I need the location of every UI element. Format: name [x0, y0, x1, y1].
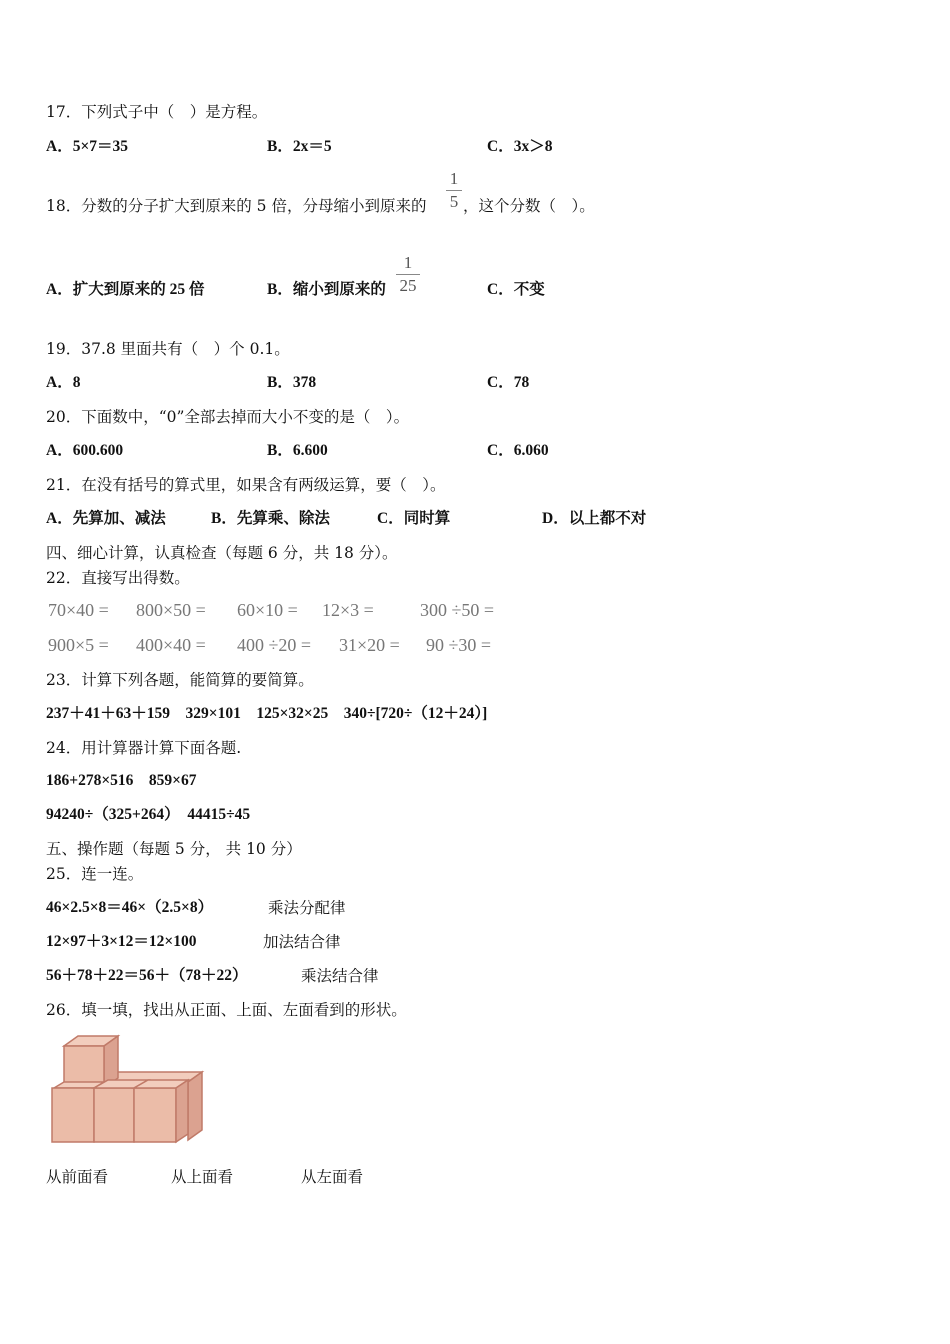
q21-stem: 21．在没有括号的算式里，如果含有两级运算，要（ ）。: [46, 476, 446, 494]
fraction-denominator: 25: [399, 276, 417, 295]
q17-option-a: A．5×7＝35: [46, 138, 129, 155]
fraction-numerator: 1: [403, 253, 413, 272]
q21-option-d: D．以上都不对: [542, 510, 647, 527]
section-5-heading: 五、操作题（每题 5 分， 共 10 分）: [46, 840, 302, 858]
q22-eq-r2-1: 900×5 =: [48, 635, 109, 655]
q17-stem: 17．下列式子中（ ）是方程。: [46, 103, 268, 121]
q18-stem-fraction: [446, 170, 462, 211]
fraction-denominator: 5: [449, 192, 459, 211]
q23-stem: 23．计算下列各题，能简算的要简算。: [46, 671, 314, 689]
q26-view-front: 从前面看: [46, 1168, 109, 1186]
q24-stem: 24．用计算器计算下面各题.: [46, 739, 242, 757]
q17-option-b: B．2x＝5: [267, 138, 332, 155]
q22-eq-r1-2: 800×50 =: [136, 600, 206, 620]
q23-expressions: 237＋41＋63＋159 329×101 125×32×25 340÷[720÷（12＋24）]: [46, 705, 488, 722]
q19-stem: 19．37.8 里面共有（ ）个 0.1。: [46, 340, 290, 358]
q26-view-left: 从左面看: [301, 1168, 364, 1186]
q24-line-1: 186+278×516 859×67: [46, 772, 197, 789]
q25-left-2: 12×97＋3×12＝12×100: [46, 933, 197, 950]
q20-option-b: B．6.600: [267, 442, 328, 459]
q21-option-a: A．先算加、减法: [46, 510, 166, 527]
q22-eq-r1-4: 12×3 =: [322, 600, 374, 620]
q22-eq-r1-1: 70×40 =: [48, 600, 109, 620]
q20-option-c: C．6.060: [487, 442, 549, 459]
q22-eq-r2-4: 31×20 =: [339, 635, 400, 655]
q19-option-b: B．378: [267, 374, 317, 391]
q26-view-top: 从上面看: [171, 1168, 234, 1186]
q18-option-c: C．不变: [487, 281, 545, 298]
q21-option-b: B．先算乘、除法: [211, 510, 330, 527]
q20-stem: 20．下面数中，“0”全部去掉而大小不变的是（ ）。: [46, 408, 410, 426]
q20-option-a: A．600.600: [46, 442, 124, 459]
q22-eq-r1-5: 300 ÷50 =: [420, 600, 495, 620]
q18-stem-after: ，这个分数（ ）。: [463, 197, 595, 215]
section-4-heading: 四、细心计算，认真检查（每题 6 分，共 18 分）。: [46, 544, 398, 562]
q25-right-2: 加法结合律: [263, 933, 341, 951]
q22-eq-r2-2: 400×40 =: [136, 635, 206, 655]
q17-option-c: C．3x＞8: [487, 138, 553, 155]
q25-right-1: 乘法分配律: [268, 899, 346, 917]
q25-right-3: 乘法结合律: [301, 967, 379, 985]
fraction-bar: [396, 274, 420, 275]
q18-option-b: B．缩小到原来的: [267, 281, 386, 298]
q18-stem-before: 18．分数的分子扩大到原来的 5 倍，分母缩小到原来的: [46, 197, 427, 215]
q22-eq-r2-5: 90 ÷30 =: [426, 635, 492, 655]
cube-stack-illustration: [46, 1030, 206, 1146]
q19-option-c: C．78: [487, 374, 530, 391]
q22-eq-r1-3: 60×10 =: [237, 600, 298, 620]
q21-option-c: C．同时算: [377, 510, 451, 527]
cube-stack-svg: [46, 1030, 206, 1146]
q22-eq-r2-3: 400 ÷20 =: [237, 635, 312, 655]
q26-stem: 26．填一填，找出从正面、上面、左面看到的形状。: [46, 1001, 407, 1019]
q19-option-a: A．8: [46, 374, 81, 391]
q25-left-3: 56＋78＋22＝56＋（78＋22）: [46, 967, 248, 984]
q18-option-a: A．扩大到原来的 25 倍: [46, 281, 205, 298]
fraction-numerator: 1: [449, 169, 459, 188]
fraction-bar: [446, 190, 462, 191]
q24-line-2: 94240÷（325+264） 44415÷45: [46, 806, 251, 823]
q25-left-1: 46×2.5×8＝46×（2.5×8）: [46, 899, 214, 916]
q25-stem: 25．连一连。: [46, 865, 144, 883]
q22-stem: 22．直接写出得数。: [46, 569, 190, 587]
q18-option-b-fraction: [396, 254, 420, 295]
